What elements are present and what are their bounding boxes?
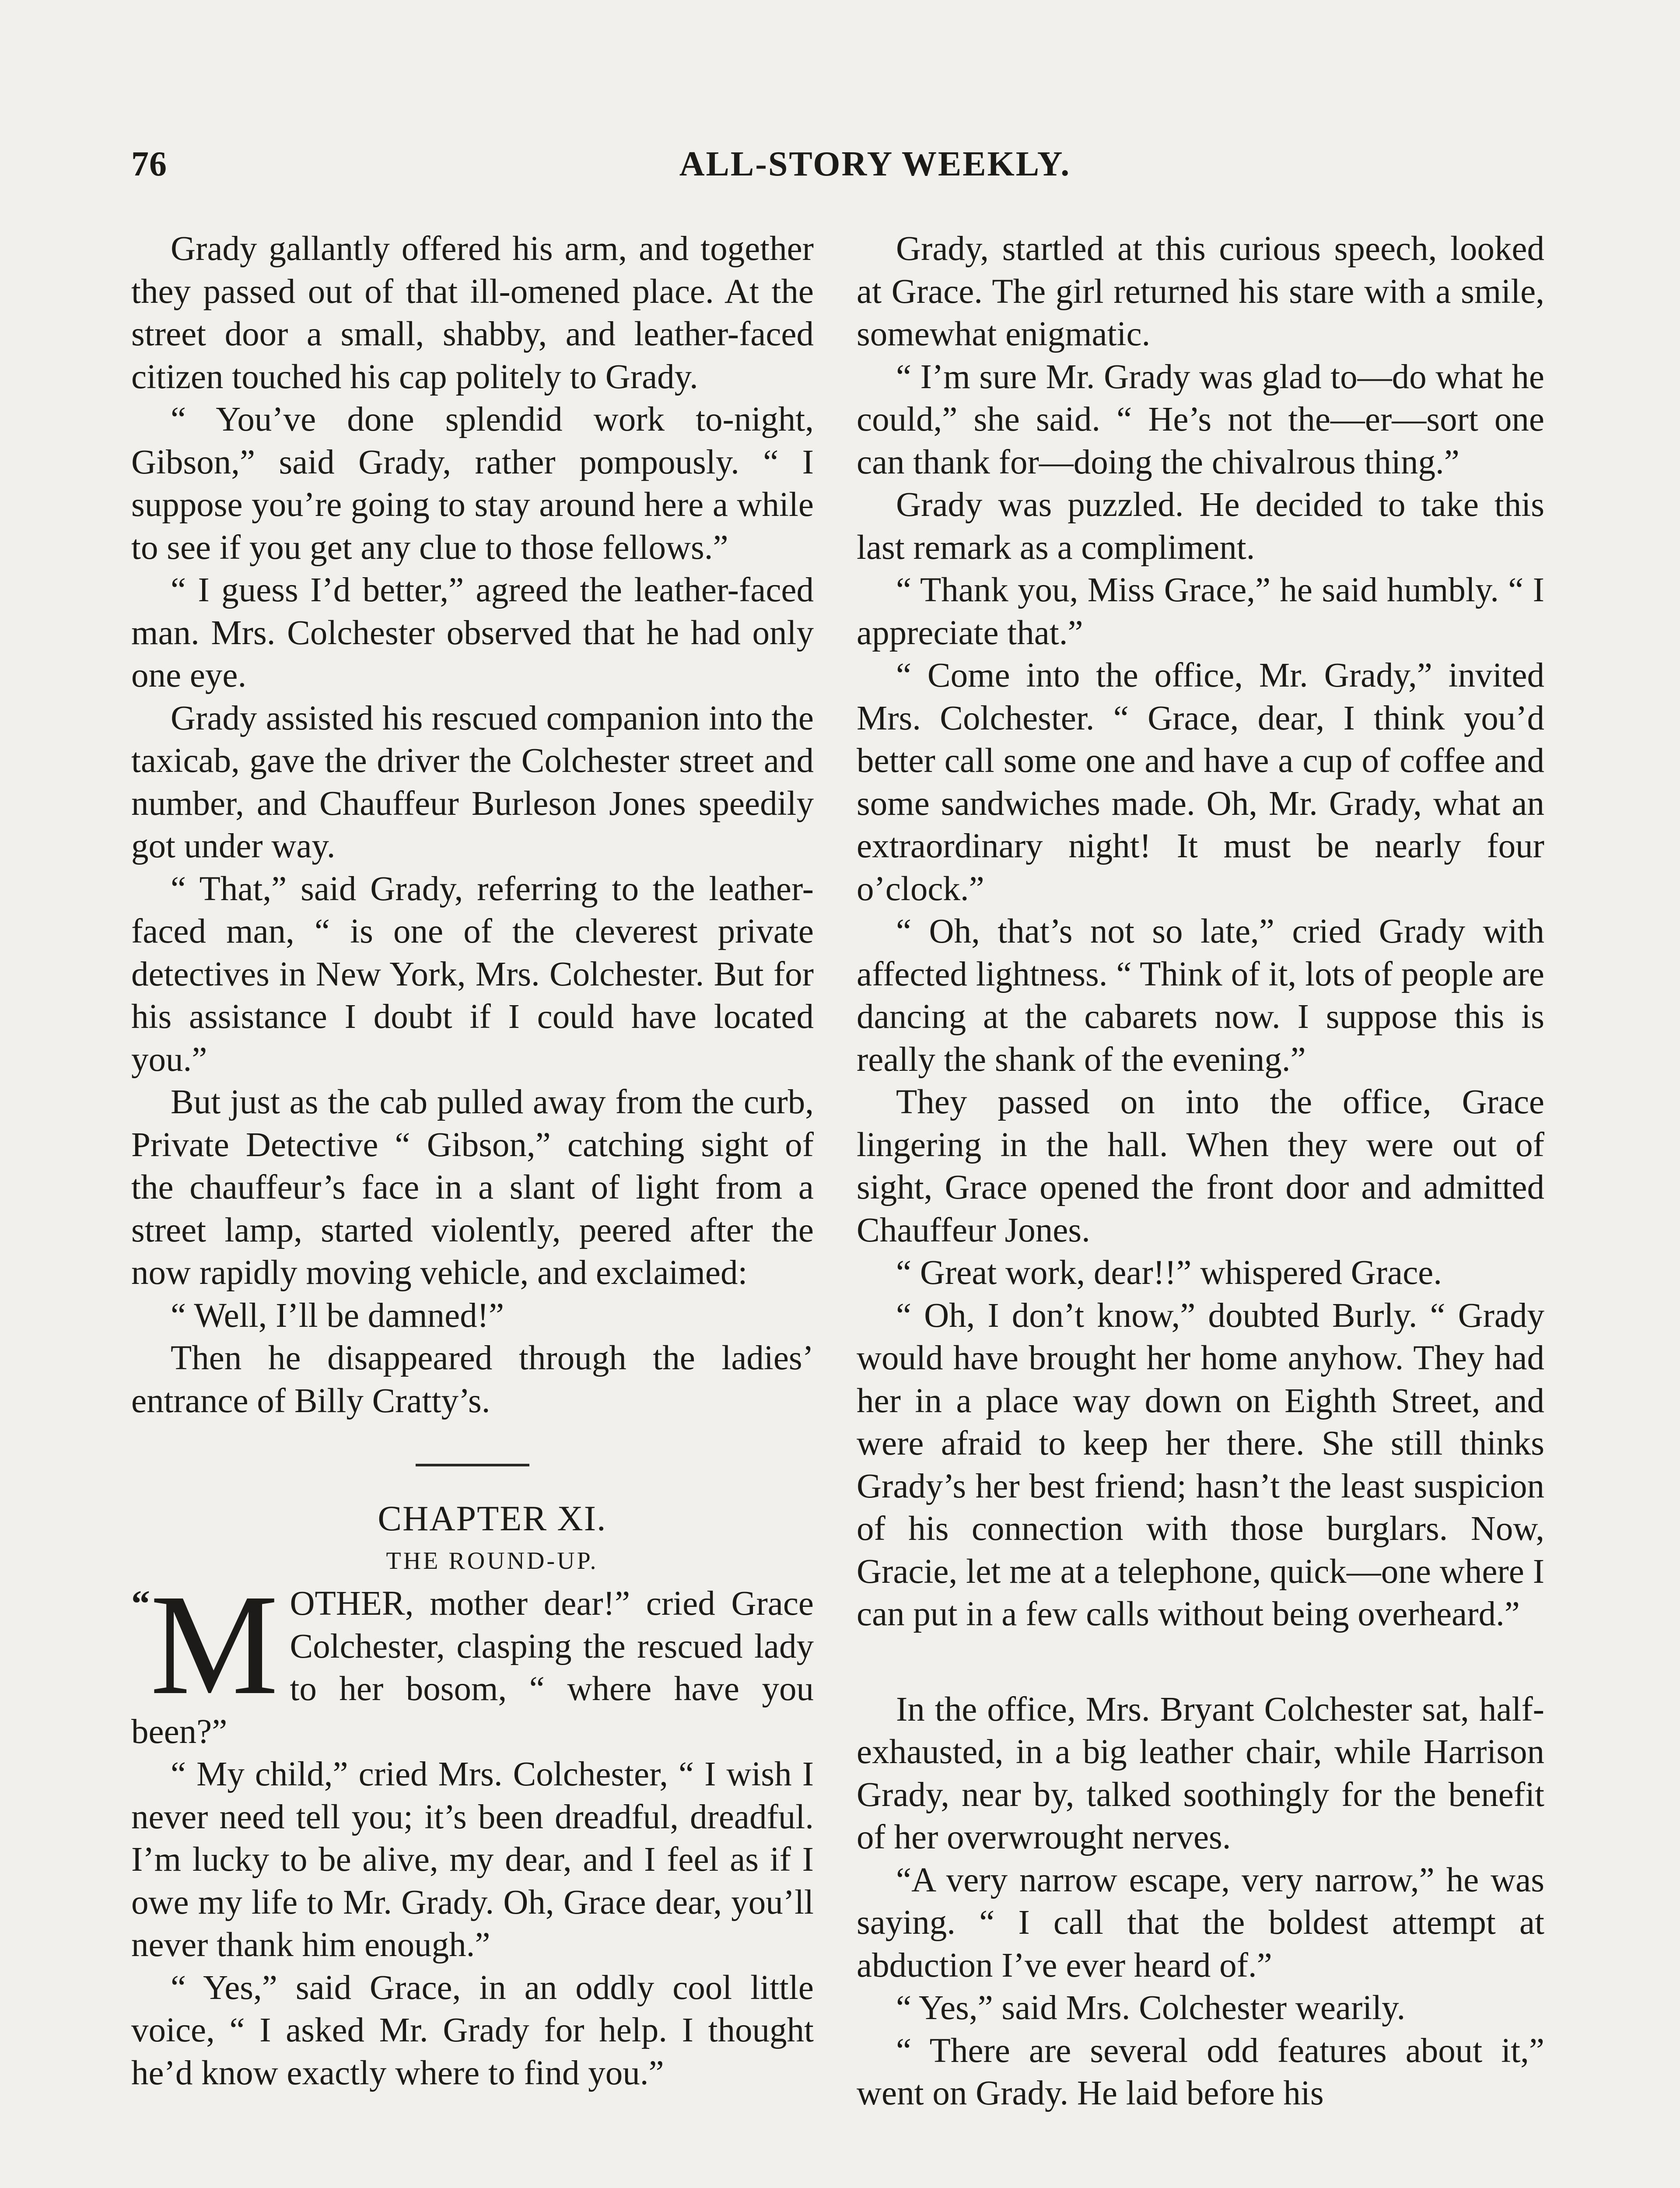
paragraph: Grady was puzzled. He decided to take this last remark as a compliment.: [857, 486, 1544, 567]
paragraph: “ Well, I’ll be damned!”: [171, 1296, 504, 1335]
paragraph: “ I’m sure Mr. Grady was glad to—do what he could,” she said. “ He’s not the—er—sort one can thank for—doing the chivalrous thing.”: [857, 358, 1544, 481]
chapter-opening-paragraph: [131, 1565, 814, 1753]
paragraph: Then he disappeared through the ladies’ entrance of Billy Cratty’s.: [131, 1339, 814, 1420]
drop-cap-letter: M: [150, 1565, 279, 1725]
paragraph: Grady gallantly offered his arm, and together they passed out of that ill-omened place. At the street door a small, shabby, and leather-faced citizen touched his cap politely to Grady.: [131, 230, 814, 396]
paragraph: “ There are several odd features about it,” went on Grady. He laid before his: [857, 2031, 1544, 2112]
paragraph: They passed on into the office, Grace lingering in the hall. When they were out of sight, Grace opened the front door and admitted Chauffeur Jones.: [857, 1083, 1544, 1249]
paragraph: But just as the cab pulled away from the curb, Private Detective “ Gibson,” catching sight of the chauffeur’s face in a slant of light from a street lamp, started violently, peered after the now rapidly moving vehicle, and exclaimed:: [131, 1083, 814, 1292]
paragraph: “ Yes,” said Mrs. Colchester wearily.: [896, 1989, 1406, 2027]
chapter-opening-text: OTHER, mother dear!” cried Grace Colchester, clasping the rescued lady to her bosom, “ where have you been?”: [131, 1585, 814, 1751]
paragraph: “ I guess I’d better,” agreed the leather-faced man. Mrs. Colchester observed that he had only one eye.: [131, 571, 814, 694]
right-column: [857, 228, 1544, 2115]
paragraph: In the office, Mrs. Bryant Colchester sat, half-exhausted, in a big leather chair, while Harrison Grady, near by, talked soothingly for the benefit of her overwrought nerves.: [857, 1690, 1544, 1856]
paragraph: “ Oh, that’s not so late,” cried Grady with affected lightness. “ Think of it, lots of people are dancing at the cabarets now. I suppose this is really the shank of the evening.”: [857, 912, 1544, 1079]
paragraph: “ You’ve done splendid work to-night, Gibson,” said Grady, rather pompously. “ I suppose you’re going to stay around here a while to see if you get any clue to those fellows.”: [131, 400, 814, 567]
chapter-title: CHAPTER XI.: [378, 1498, 607, 1538]
section-divider: [416, 1464, 529, 1466]
opening-quote-mark: “: [131, 1582, 150, 1624]
page-header: [131, 144, 1549, 193]
paragraph: “A very narrow escape, very narrow,” he was saying. “ I call that the boldest attempt at abduction I’ve ever heard of.”: [857, 1861, 1544, 1985]
paragraph: “ Yes,” said Grace, in an oddly cool little voice, “ I asked Mr. Grady for help. I thought he’d know exactly where to find you.”: [131, 1968, 814, 2092]
section-break: [857, 1636, 1544, 1688]
paragraph: “ Come into the office, Mr. Grady,” invited Mrs. Colchester. “ Grace, dear, I think you’d better call some one and have a cup of coffee and some sandwiches made. Oh, Mr. Grady, what an extraordinary night! It must be nearly four o’clock.”: [857, 656, 1544, 908]
paragraph: Grady assisted his rescued companion into the taxicab, gave the driver the Colchester street and number, and Chauffeur Burleson Jones speedily got under way.: [131, 699, 814, 865]
paragraph: Grady, startled at this curious speech, looked at Grace. The girl returned his stare with a smile, somewhat enigmatic.: [857, 230, 1544, 353]
paragraph: “ Thank you, Miss Grace,” he said humbly. “ I appreciate that.”: [857, 571, 1544, 652]
chapter-subtitle: THE ROUND-UP.: [386, 1547, 598, 1574]
paragraph: “ That,” said Grady, referring to the leather-faced man, “ is one of the cleverest private detectives in New York, Mrs. Colchester. But for his assistance I doubt if I could have located you.”: [131, 870, 814, 1079]
page-number: 76: [131, 145, 167, 183]
running-head: ALL-STORY WEEKLY.: [679, 145, 1071, 183]
paragraph: “ My child,” cried Mrs. Colchester, “ I wish I never need tell you; it’s been dreadful, dreadful. I’m lucky to be alive, my dear, and I feel as if I owe my life to Mr. Grady. Oh, Grace dear, you’ll never thank him enough.”: [131, 1755, 814, 1964]
paragraph: “ Oh, I don’t know,” doubted Burly. “ Grady would have brought her home anyhow. They had her in a place way down on Eighth Street, and were afraid to keep her there. She still thinks Grady’s her best friend; hasn’t the least suspicion of his connection with those burglars. Now, Gracie, let me at a telephone, quick—one where I can put in a few calls without being overheard.”: [857, 1296, 1544, 1633]
paragraph: “ Great work, dear!!” whispered Grace.: [896, 1254, 1442, 1292]
left-column: [131, 228, 814, 2094]
